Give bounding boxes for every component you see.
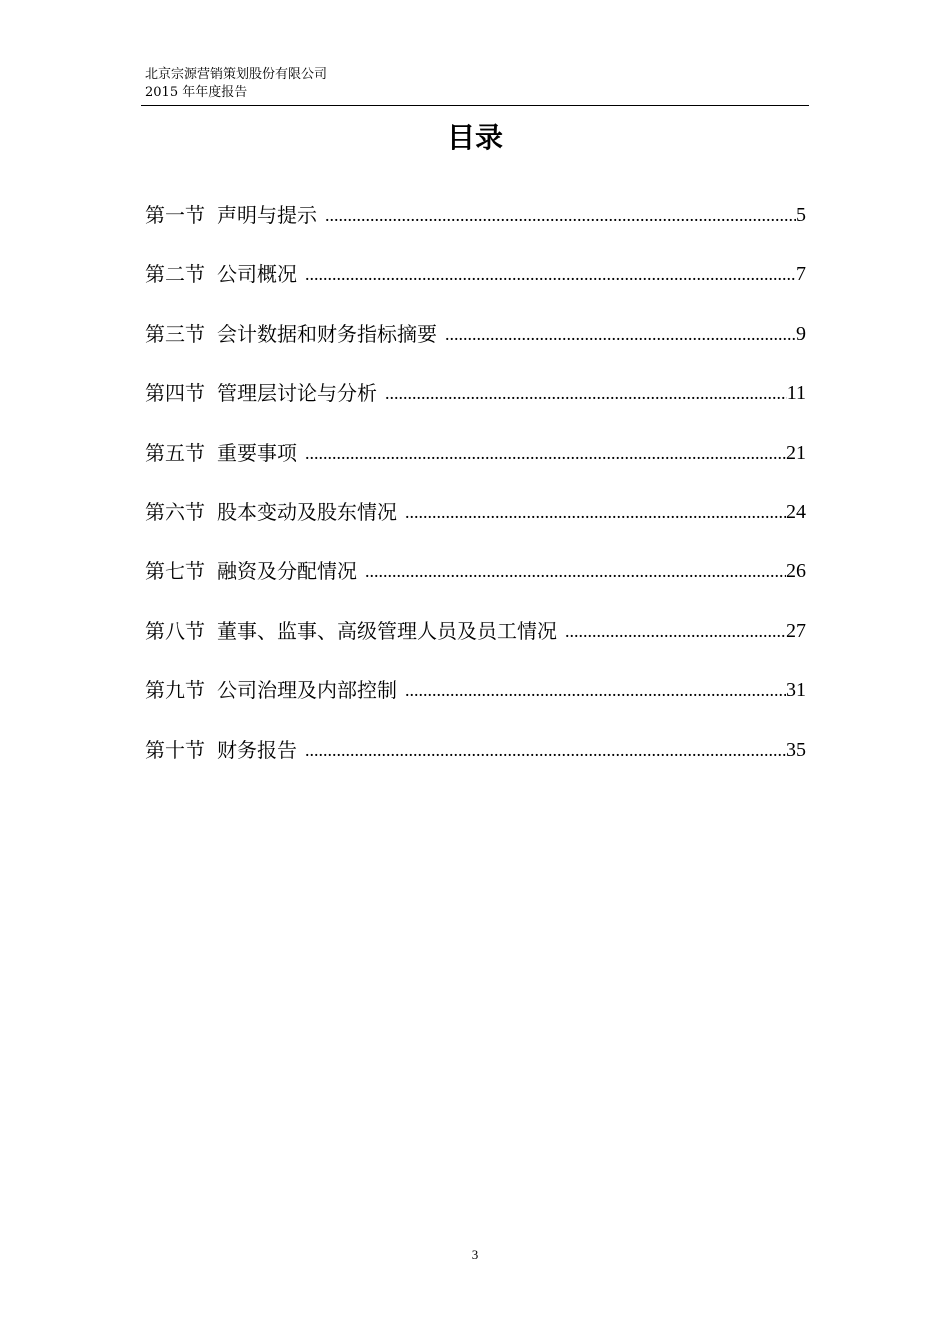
toc-section-number: 第六节 [145,499,205,524]
toc-page-number: 7 [796,263,806,286]
toc-entry-6[interactable] [145,496,806,555]
toc-leader-dots [565,615,786,647]
toc-section-number: 第五节 [145,440,205,465]
toc-section-number: 第八节 [145,618,205,643]
toc-section-title: 公司治理及内部控制 [217,678,397,703]
toc-entry-3[interactable] [145,318,806,377]
toc-section-title: 会计数据和财务指标摘要 [217,321,437,346]
header-company-name: 北京宗源营销策划股份有限公司 [145,67,328,82]
page-title: 目录 [446,121,503,154]
toc-page-number: 11 [786,382,806,405]
toc-leader-dots [385,377,787,409]
toc-section-title: 声明与提示 [217,203,317,227]
toc-section-title: 公司概况 [217,262,297,287]
toc-page-number: 5 [796,204,806,226]
header-report-title: 2015 年年度报告 [145,85,248,100]
toc-section-title: 财务报告 [217,737,297,762]
toc-page-number: 35 [786,738,806,761]
toc-leader-dots [405,496,786,528]
toc-section-title: 董事、监事、高级管理人员及员工情况 [217,618,557,643]
header-divider [141,105,809,106]
toc-section-number: 第十节 [145,737,205,762]
toc-section-number: 第四节 [145,381,205,406]
footer-page-number: 3 [471,1247,479,1262]
toc-section-title: 重要事项 [217,440,297,465]
toc-entry-4[interactable] [145,377,806,436]
toc-section-title: 管理层讨论与分析 [217,381,377,406]
toc-page-number: 27 [786,619,806,642]
toc-leader-dots [445,318,796,350]
toc-page-number: 24 [786,500,806,523]
toc-leader-dots [305,258,796,290]
toc-entry-1[interactable] [145,199,806,258]
toc-leader-dots [405,674,786,706]
toc-page-number: 9 [796,322,806,345]
toc-section-number: 第九节 [145,678,205,703]
toc-page-number: 21 [786,441,806,464]
toc-entry-7[interactable] [145,555,806,614]
toc-page-number: 31 [786,679,806,702]
toc-entry-8[interactable] [145,615,806,674]
toc-entry-10[interactable] [145,734,806,793]
toc-page-number: 26 [786,560,806,583]
toc-section-number: 第二节 [145,262,205,287]
toc-leader-dots [365,555,786,587]
toc-leader-dots [325,199,796,231]
toc-leader-dots [305,437,786,469]
table-of-contents [145,199,806,793]
toc-leader-dots [305,734,786,766]
toc-section-number: 第七节 [145,559,205,584]
toc-section-number: 第三节 [145,321,205,346]
running-header [145,66,809,102]
toc-entry-2[interactable] [145,258,806,317]
toc-entry-5[interactable] [145,437,806,496]
toc-section-title: 股本变动及股东情况 [217,499,397,524]
toc-entry-9[interactable] [145,674,806,733]
toc-section-number: 第一节 [145,203,205,227]
toc-section-title: 融资及分配情况 [217,559,357,584]
